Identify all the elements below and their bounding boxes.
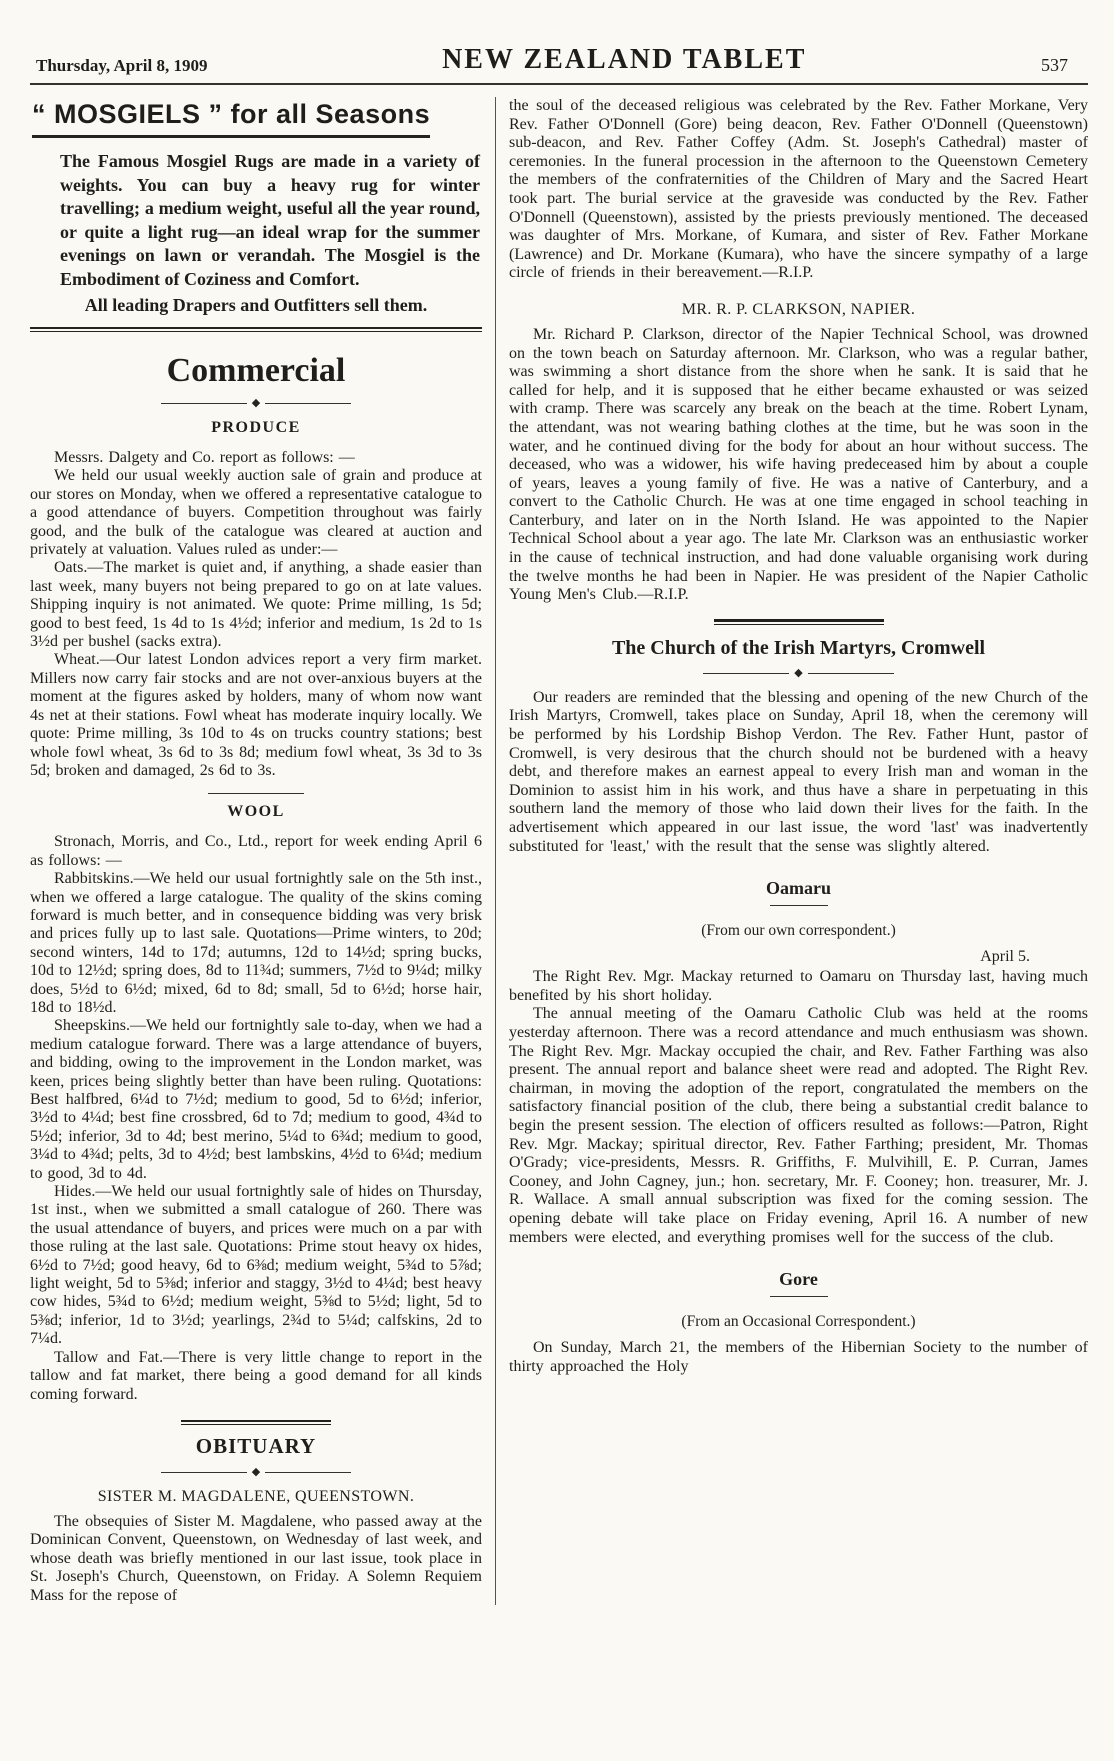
produce-paragraph: We held our usual weekly auction sale of grain and produce at our stores on Monday, when we offered a representative catalogue to a good attendance of buyers. Competition throughout was fairly good, and the bulk of the catalogue was cleared at auction and privately at valuation. Values ruled as under:— [30,467,482,559]
double-rule [181,1420,331,1425]
heading-church-cromwell: The Church of the Irish Martyrs, Cromwell [611,636,986,659]
heading-oamaru: Oamaru [766,878,831,899]
heading-wool: WOOL [227,803,285,821]
mosgiel-advertisement [30,97,482,332]
double-rule [714,619,884,625]
gore-paragraph: On Sunday, March 21, the members of the Hibernian Society to the number of thirty approached the Holy [509,1339,1088,1375]
section-rule [208,793,304,794]
rule-line [265,403,351,404]
diamond-separator [509,668,1088,679]
rule-line [703,673,789,674]
wool-paragraph: Sheepskins.—We held our fortnightly sale to-day, when we had a medium catalogue forward. There was a large attendance of buyers, and bidding, owing to the improvement in the London market, was keen, prices being slightly better than have been ruling. Quotations: Best halfbred, 6¼d to 7½d; medium to good, 5d to 6½d; inferior, 3½d to 4¼d; best fine crossbred, 6d to 7d; medium to good, 4¾d to 5½d; inferior, 3d to 4d; best merino, 5¼d to 6¾d; medium to good, 3¼d to 4¾d; pelts, 3d to 4½d; best lambskins, 4½d to 6¼d; medium to good, 3d to 4d. [30,1017,482,1182]
heading-gore: Gore [779,1269,818,1290]
right-column [509,97,1088,1605]
rule-line [161,403,247,404]
produce-paragraph: Oats.—The market is quiet and, if anything, a shade easier than last week, many buyers not being prepared to go on at late values. Shipping inquiry is not animated. We quote: Prime milling, 1s 5d; good to best feed, 1s 4d to 1s 4½d; inferior and medium, 1s 2d to 1s 3½d per bushel (sacks extra). [30,559,482,651]
church-paragraph: Our readers are reminded that the blessing and opening of the new Church of the Irish Martyrs, Cromwell, takes place on Sunday, April 18, when the ceremony will be performed by his Lordship Bishop Verdon. The Rev. Father Hunt, pastor of Cromwell, is very desirous that the church should not be burdened with a heavy debt, and therefore makes an earnest appeal to every Irish man and woman in the Dominion to assist him in his work, and thus have a share in perpetuating in this southern land the memory of those who laid down their lives for the faith. In the advertisement which appeared in our last issue, the word 'last' was inadvertently substituted for 'least,' with the result that the sense was slightly altered. [509,688,1088,855]
diamond-ornament: ◆ [251,397,261,409]
heading-rule [770,1296,828,1297]
diamond-ornament: ◆ [251,1465,261,1478]
oamaru-paragraph: The annual meeting of the Oamaru Catholic Club was held at the rooms yesterday afternoon. There was a record attendance and much enthusiasm was shown. The Right Rev. Mgr. Mackay occupied the chair, and Rev. Father Farthing was also present. The annual report and balance sheet were read and adopted. The Right Rev. chairman, in moving the adoption of the report, congratulated the members on the satisfactory financial position of the club, there being a substantial credit balance to begin the present session. The election of officers resulted as follows:—Patron, Right Rev. Mgr. Mackay; spiritual director, Rev. Father Farthing; president, Mr. Thomas O'Grady; vice-presidents, Messrs. R. Griffiths, F. Mulvihill, E. P. Curran, James Cooney, and John Cagney, jun.; hon. secretary, Mr. F. Cooney; hon. treasurer, Mr. J. R. Wallace. A small annual subscription was fixed for the coming session. The opening debate will take place on Friday evening, April 16. A number of new members were elected, and everything promises well for the success of the club. [509,1005,1088,1246]
page-header [30,44,1088,85]
wool-paragraph: Rabbitskins.—We held our usual fortnightly sale on the 5th inst., when we offered a large catalogue. The quality of the skins coming forward is much better, and in consequence bidding was very brisk and prices fully up to last sale. Quotations—Prime winters, to 20d; second winters, 14d to 17d; autumns, 12d to 14½d; spring bucks, 10d to 12½d; spring does, 8d to 11¾d; summers, 7½d to 9¼d; milky does, 5½d to 6½d; mixed, 6d to 8d; small, 5d to 6½d; horse hair, 18d to 18½d. [30,870,482,1016]
obituary-subheading: SISTER M. MAGDALENE, QUEENSTOWN. [97,1487,415,1505]
obituary-paragraph: The obsequies of Sister M. Magdalene, who passed away at the Dominican Convent, Queenstown, on Wednesday of last week, and whose death was briefly mentioned in our last issue, took place in St. Joseph's Church, Queenstown, on Friday. A Solemn Requiem Mass for the repose of [30,1512,482,1604]
ad-footer-text: All leading Drapers and Outfitters sell them. [84,295,428,315]
produce-paragraph: Wheat.—Our latest London advices report a very firm market. Millers now carry fair stocks and are not over-anxious buyers at the moment at the figures asked by holders, many of whom now want 4s net at their stations. Fowl wheat has moderate inquiry locally. We quote: Prime milling, 3s 10d to 4s on trucks country stations; best whole fowl wheat, 3s 6d to 3s 8d; medium fowl wheat, 3s 3d to 3s 5d; broken and damaged, 2s 6d to 3s. [30,651,482,779]
clarkson-paragraph: Mr. Richard P. Clarkson, director of the Napier Technical School, was drowned on the town beach on Saturday afternoon. Mr. Clarkson, who was a regular bather, was swimming a short distance from the shore when he sank. It is said that he called for help, and it is supposed that he either became exhausted or was seized with cramp. There was scarcely any break on the beach at the time. Robert Lynam, the attendant, was not wearing bathing clothes at the time, but he was soon in the water, and he continued diving for the body for about an hour without success. The deceased, who was a widower, his wife having predeceased him by about a couple of years, leaves a young family of five. He was a native of Canterbury, and a convert to the Catholic Church. He was at one time engaged in school teaching in Canterbury, and later on in the North Island. He was appointed to the Napier Technical School about a year ago. The late Mr. Clarkson was an enthusiastic worker in the cause of technical instruction, and had done valuable organising work during the twelve months he had been in Napier. He was president of the Napier Catholic Young Men's Club.—R.I.P. [509,325,1088,604]
ad-body-text: The Famous Mosgiel Rugs are made in a variety of weights. You can buy a heavy rug for winter travelling; a medium weight, useful all the year round, or quite a light rug—an ideal wrap for the summer evenings on lawn or verandah. The Mosgiel is the Embodiment of Coziness and Comfort. [60,151,480,289]
oamaru-byline: (From our own correspondent.) [701,922,896,940]
page-number: 537 [1040,55,1068,75]
masthead-title: NEW ZEALAND TABLET [442,44,807,75]
rule-line [161,1472,247,1473]
gore-byline: (From an Occasional Correspondent.) [681,1313,916,1331]
column-divider [495,97,496,1605]
rule-line [265,1472,351,1473]
rule-line [808,673,894,674]
obituary-continuation: the soul of the deceased religious was celebrated by the Rev. Father Morkane, Very Rev. Father O'Donnell (Gore) being deacon, Rev. Father O'Donnell (Queenstown) sub-deacon, and Rev. Father Coffey (Adm. St. Joseph's Cathedral) master of ceremonies. In the funeral procession in the afternoon to the Queenstown Cemetery the members of the confraternities of the Children of Mary and the Sacred Heart took part. The burial service at the graveside was conducted by the Rev. Father O'Donnell (Queenstown), assisted by the priests previously mentioned. The deceased was daughter of Mrs. Morkane, of Kumara, and sister of Rev. Father Morkane (Lawrence) and Dr. Morkane (Kumara), who have the sincere sympathy of a large circle of friends in their bereavement.—R.I.P. [509,97,1088,282]
produce-paragraph: Messrs. Dalgety and Co. report as follows: — [54,449,355,466]
wool-paragraph: Hides.—We held our usual fortnightly sale of hides on Thursday, 1st inst., when we submitted a small catalogue of 260. There was the usual attendance of buyers, and prices were much on a par with those ruling at the last sale. Quotations: Prime stout heavy ox hides, 6½d to 7½d; good heavy, 6d to 6⅜d; medium weight, 5¾d to 5⅞d; light weight, 5d to 5⅜d; inferior and staggy, 3½d to 4¼d; best heavy cow hides, 5¾d to 6½d; medium weight, 5⅜d to 5½d; light, 5d to 5⅜d; inferior, 1d to 3½d; yearlings, 2¾d to 5¼d; calfskins, 2d to 7¼d. [30,1183,482,1348]
ad-title-underline [32,135,430,138]
issue-date: Thursday, April 8, 1909 [36,56,208,75]
heading-obituary: OBITUARY [195,1433,317,1458]
heading-rule [770,905,828,906]
diamond-separator [30,398,482,409]
diamond-separator [30,1467,482,1478]
oamaru-dateline: April 5. [980,948,1030,966]
oamaru-paragraph: The Right Rev. Mgr. Mackay returned to Oamaru on Thursday last, having much benefited by his short holiday. [509,968,1088,1004]
column-layout [30,97,1088,1605]
ad-bottom-rule [30,327,482,332]
left-column [30,97,482,1605]
heading-produce: PRODUCE [211,419,301,436]
wool-paragraph: Stronach, Morris, and Co., Ltd., report for week ending April 6 as follows: — [30,833,482,869]
section-title-commercial: Commercial [166,352,346,389]
heading-clarkson: MR. R. P. CLARKSON, NAPIER. [681,300,916,318]
wool-paragraph: Tallow and Fat.—There is very little change to report in the tallow and fat market, there being a good demand for all kinds coming forward. [30,1348,482,1403]
diamond-ornament: ◆ [794,666,803,679]
ad-title: “ MOSGIELS ” for all Seasons [32,99,431,129]
